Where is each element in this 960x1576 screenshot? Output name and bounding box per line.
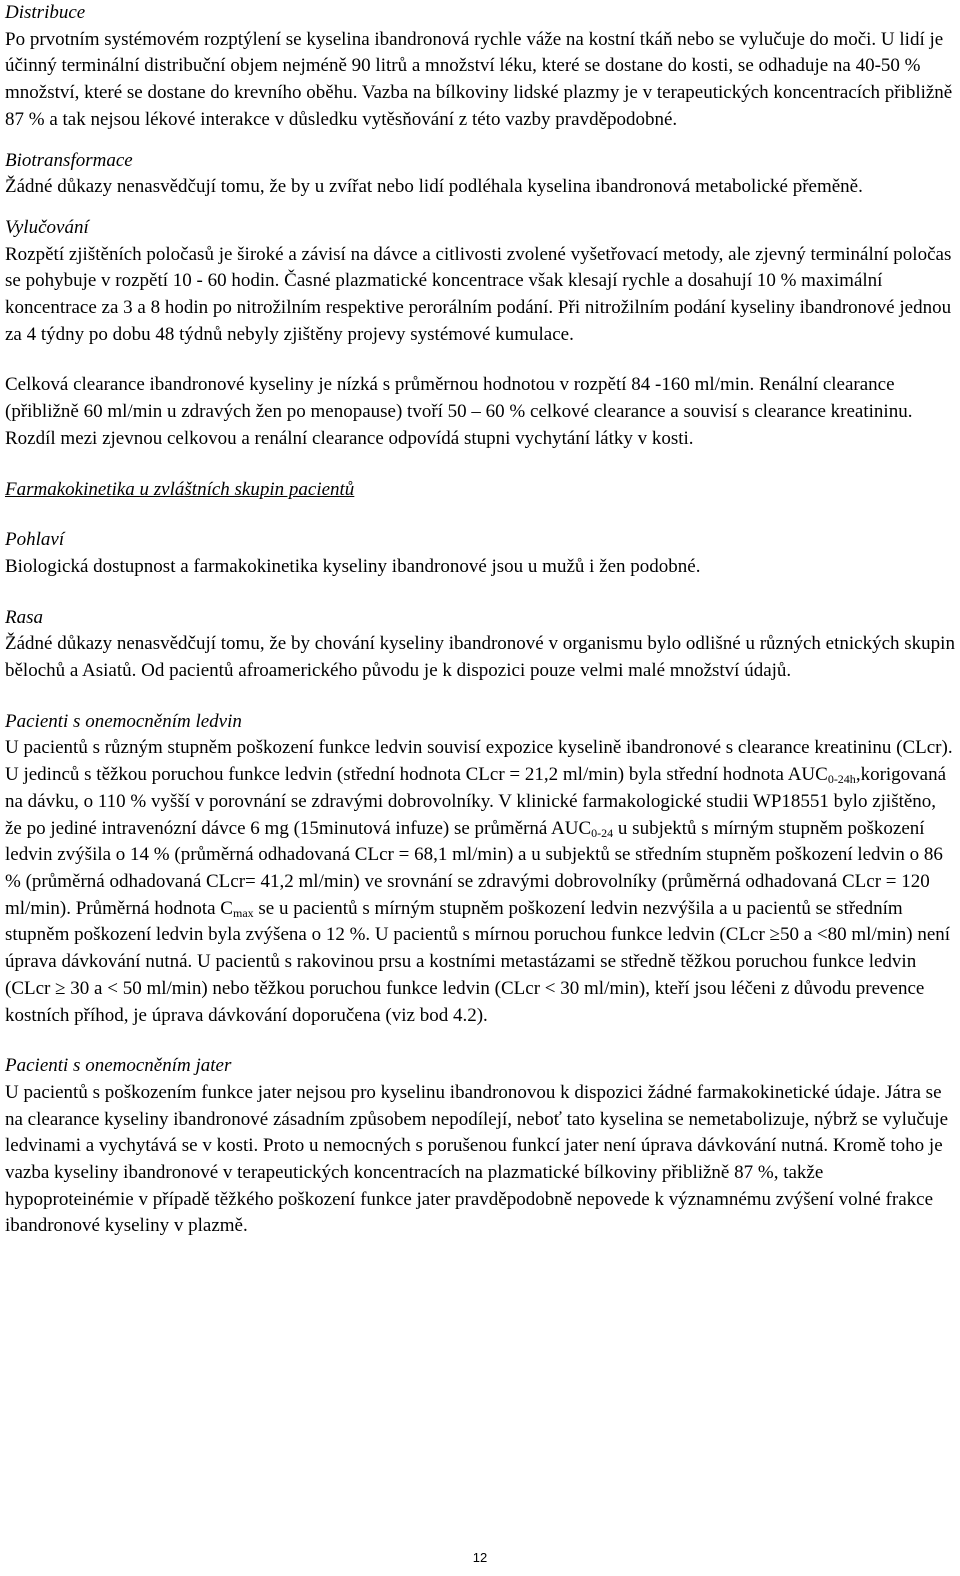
auc-subscript-2: 0-24 [591,825,614,840]
section-jater [5,1053,955,1240]
ledviny-text-3: u subjektů s mírným stupněm poškození ledvin zvýšila o 14 % (průměrná odhadovaná CLcr = 68,1 ml/min) a u subjektů se středním stupněm poškození ledvin o 86 % (průměrná odhadovaná CLcr= 41,2 ml/min) ve srovnání se zdravými dobrovolníky (průměrná odhadovaná CLcr = 120 ml/min). Průměrná hodnota C [5,817,943,919]
paragraph-vylucovani-1: Rozpětí zjištěních poločasů je široké a závisí na dávce a citlivosti zvolené vyšetřovací metody, ale zjevný terminální poločas se pohybuje v rozpětí 10 - 60 hodin. Časné plazmatické koncentrace však klesají rychle a dosahují 10 % maximální koncentrace za 3 a 8 hodin po nitrožilním respektive perorálním podání. Při nitrožilním podání kyseliny ibandronové jednou za 4 týdny po dobu 48 týdnů nebyly zjištěny projevy systémové kumulace. [5,243,952,345]
section-biotransformace [5,148,955,201]
heading-pohlavi: Pohlaví [5,529,65,551]
heading-jater: Pacienti s onemocněním jater [5,1055,232,1077]
ledviny-text-4: se u pacientů s mírným stupněm poškození ledvin nezvýšila a u pacientů se středním stupněm poškození ledvin byla zvýšena o 12 %. U pacientů s mírnou poruchou funkce ledvin (CLcr ≥50 a <80 ml/min) není úprava dávkování nutná. U pacientů s rakovinou prsu a kostními metastázami se středně těžkou poruchou funkce ledvin (CLcr ≥ 30 a < 50 ml/min) nebo těžkou poruchou funkce ledvin (CLcr < 30 ml/min), kteří jsou léčeni z důvodu prevence kostních příhod, je úprava dávkování doporučena (viz bod 4.2). [5,897,951,1026]
paragraph-rasa: Žádné důkazy nenasvědčují tomu, že by chování kyseliny ibandronové v organismu bylo odlišné u různých etnických skupin bělochů a Asiatů. Od pacientů afroamerického původu je k dispozici pouze velmi malé množství údajů. [5,633,955,682]
heading-rasa: Rasa [5,606,43,628]
heading-special-populations: Farmakokinetika u zvláštních skupin pacientů [5,478,355,500]
ledviny-text-1: U pacientů s různým stupněm poškození funkce ledvin souvisí expozice kyselině ibandronové s clearance kreatininu (CLcr). U jedinců s těžkou poruchou funkce ledvin (střední hodnota CLcr = 21,2 ml/min) byla střední hodnota AUC [5,737,953,786]
paragraph-vylucovani-2: Celková clearance ibandronové kyseliny je nízká s průměrnou hodnotou v rozpětí 84 -160 ml/min. Renální clearance (přibližně 60 ml/min u zdravých žen po menopause) tvoří 50 – 60 % celkové clearance a souvisí s clearance kreatininu. Rozdíl mezi zjevnou celkovou a renální clearance odpovídá stupni vychytání látky v kosti. [5,374,913,449]
document-page [5,0,955,1240]
ledviny-text-2: ,korigovaná na dávku, o 110 % vyšší v porovnání se zdravými dobrovolníky. V klinické farmakologické studii WP18551 bylo zjištěno, že po jediné intravenózní dávce 6 mg (15minutová infuze) se průměrná AUC [5,764,947,839]
section-ledviny [5,709,955,1029]
section-vylucovani [5,215,955,453]
paragraph-biotransformace: Žádné důkazy nenasvědčují tomu, že by u zvířat nebo lidí podléhala kyselina ibandronová metabolické přeměně. [5,176,863,198]
section-pohlavi [5,527,955,580]
heading-distribuce: Distribuce [5,2,86,23]
heading-vylucovani: Vylučování [5,216,89,238]
paragraph-ledviny [5,735,955,1029]
cmax-subscript: max [232,905,254,920]
paragraph-distribuce: Po prvotním systémovém rozptýlení se kyselina ibandronová rychle váže na kostní tkáň nebo se vylučuje do moči. U lidí je účinný terminální distribuční objem nejméně 90 litrů a množství léku, které se dostane do kosti, se odhaduje na 40-50 % množství, které se dostane do krevního oběhu. Vazba na bílkoviny lidské plazmy je v terapeutických koncentracích přibližně 87 % a tak nejsou lékové interakce v důsledku vytěsňování z této vazby pravděpodobné. [5,28,953,130]
auc-subscript-1: 0-24h [827,772,856,787]
page-number: 12 [472,1550,488,1565]
paragraph-jater: U pacientů s poškozením funkce jater nejsou pro kyselinu ibandronovou k dispozici žádné farmakokinetické údaje. Játra se na clearance kyseliny ibandronové zásadním způsobem nepodílejí, neboť tato kyselina se nemetabolizuje, nýbrž se vylučuje ledvinami a vychytává se v kosti. Proto u nemocných s porušenou funkcí jater není úprava dávkování nutná. Kromě toho je vazba kyseliny ibandronové v terapeutických koncentracích na plazmatické bílkoviny přibližně 87 %, takže hypoproteinémie v případě těžkého poškození funkce jater pravděpodobně nepovede k významnému zvýšení volné frakce ibandronové kyseliny v plazmě. [5,1081,949,1237]
heading-ledviny: Pacienti s onemocněním ledvin [5,710,242,732]
section-distribuce [5,0,955,134]
heading-biotransformace: Biotransformace [5,149,133,171]
section-rasa [5,605,955,685]
paragraph-pohlavi: Biologická dostupnost a farmakokinetika kyseliny ibandronové jsou u mužů i žen podobné. [5,555,701,577]
